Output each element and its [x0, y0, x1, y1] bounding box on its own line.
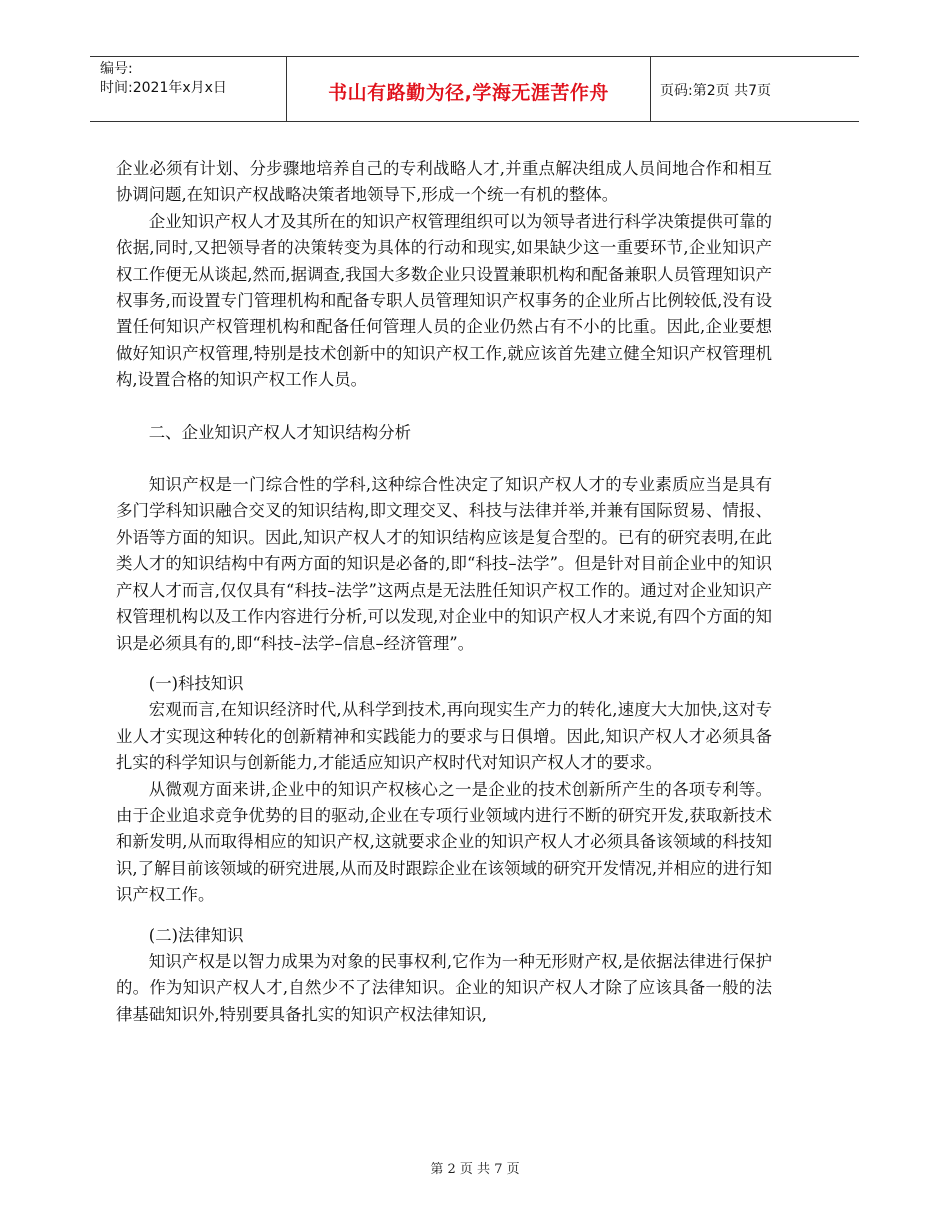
section-heading-2: 二、企业知识产权人才知识结构分析	[148, 422, 412, 442]
subsection-heading-tech: (一)科技知识	[148, 673, 244, 693]
number-label: 编号:	[100, 61, 133, 77]
paragraph-4: 宏观而言,在知识经济时代,从科学到技术,再向现实生产力的转化,速度大大加快,这对专业人才实现这种转化的创新精神和实践能力的要求与日俱增。因此,知识产权人才必须具备扎实的科学知识与创新能力,才能适应知识产权时代对知识产权人才的要求。	[116, 700, 772, 773]
header-meta	[100, 60, 227, 98]
subsection-heading-law: (二)法律知识	[148, 925, 244, 945]
paragraph-5: 从微观方面来讲,企业中的知识产权核心之一是企业的技术创新所产生的各项专利等。由于企业追求竞争优势的目的驱动,企业在专项行业领域内进行不断的研究开发,获取新技术和新发明,从而取得相应的知识产权,这就要求企业的知识产权人才必须具备该领域的科技知识,了解目前该领域的研究进展,从而及时跟踪企业在该领域的研究开发情况,并相应的进行知识产权工作。	[116, 779, 772, 905]
header-divider-right	[650, 56, 651, 121]
header-page-info: 页码:第2页 共7页	[660, 83, 771, 99]
document-body	[116, 156, 772, 1028]
paragraph-6: 知识产权是以智力成果为对象的民事权利,它作为一种无形财产权,是依据法律进行保护的。作为知识产权人才,自然少不了法律知识。企业的知识产权人才除了应该具备一般的法律基础知识外,特别要具备扎实的知识产权法律知识,	[116, 951, 772, 1024]
header-top-rule	[90, 56, 859, 57]
paragraph-2: 企业知识产权人才及其所在的知识产权管理组织可以为领导者进行科学决策提供可靠的依据,同时,又把领导者的决策转变为具体的行动和现实,如果缺少这一重要环节,企业知识产权工作便无从谈起,然而,据调查,我国大多数企业只设置兼职机构和配备兼职人员管理知识产权事务,而设置专门管理机构和配备专职人员管理知识产权事务的企业所占比例较低,没有设置任何知识产权管理机构和配备任何管理人员的企业仍然占有不小的比重。因此,企业要想做好知识产权管理,特别是技术创新中的知识产权工作,就应该首先建立健全知识产权管理机构,设置合格的知识产权工作人员。	[116, 211, 772, 390]
paragraph-1: 企业必须有计划、分步骤地培养自己的专利战略人才,并重点解决组成人员间地合作和相互协调问题,在知识产权战略决策者地领导下,形成一个统一有机的整体。	[116, 159, 772, 205]
paragraph-3: 知识产权是一门综合性的学科,这种综合性决定了知识产权人才的专业素质应当是具有多门学科知识融合交叉的知识结构,即文理交叉、科技与法律并举,并兼有国际贸易、情报、外语等方面的知识。因此,知识产权人才的知识结构应该是复合型的。已有的研究表明,在此类人才的知识结构中有两方面的知识是必备的,即“科技–法学”。但是针对目前企业中的知识产权人才而言,仅仅具有“科技–法学”这两点是无法胜任知识产权工作的。通过对企业知识产权管理机构以及工作内容进行分析,可以发现,对企业中的知识产权人才来说,有四个方面的知识是必须具有的,即“科技–法学–信息–经济管理”。	[116, 475, 772, 653]
time-label: 时间:2021年x月x日	[100, 80, 227, 96]
header-bottom-rule	[90, 121, 859, 122]
page-footer: 第 2 页 共 7 页	[430, 1162, 520, 1177]
header-motto: 书山有路勤为径,学海无涯苦作舟	[328, 82, 609, 104]
